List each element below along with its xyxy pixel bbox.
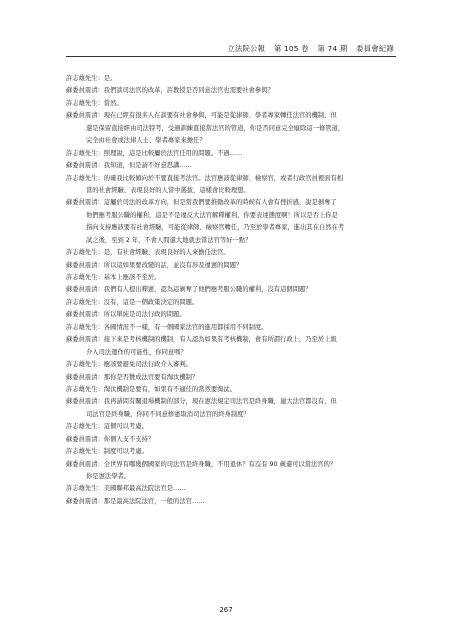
transcript-body [66,73,398,508]
speech-text: 你個人支不支持？ [103,435,155,443]
speech-text: 他們應考服公職的權利，這是不是違反大法官解釋權利，你要表達態度啊！所以是否上你是 [86,211,338,219]
speaker-name: 蘇委員震清： [66,497,104,505]
transcript-line [66,309,398,321]
transcript-line [66,173,398,185]
speech-text: 沒有，這是一個政策決定的問題。 [103,298,199,306]
speaker-name: 許志雄先生： [66,385,104,393]
speech-text: 指向支持應該要有社會經驗，可能從律師、檢察官轉任，乃至於學者專家，進出其在自然在考 [86,224,345,232]
speech-text: 接下來是考核機制的機制，有人認為如果有考核機制，會有所謂行政上，乃至於上級 [103,336,337,344]
speaker-name: 許志雄先生： [66,99,104,107]
transcript-line [66,148,398,160]
speaker-name: 許志雄先生： [66,298,104,306]
speaker-name: 許志雄先生： [66,149,104,157]
transcript-line [66,247,398,259]
speech-text: 介入司法運作的可能性，你同意嗎？ [86,348,187,356]
page-header [68,44,394,54]
page-number: 267 [219,606,233,614]
speech-text: 是。 [103,75,117,82]
section-name: 委員會紀錄 [356,44,394,53]
speaker-name: 許志雄先生： [66,249,104,257]
speaker-name: 蘇委員震清： [66,286,104,294]
speaker-name: 蘇委員震清： [66,373,104,381]
speaker-name: 許志雄先生： [66,448,104,456]
speaker-name: 蘇委員震清： [66,398,104,406]
transcript-continuation-line [66,135,398,147]
speaker-name: 蘇委員震清： [66,336,104,344]
speech-text: 司法官是終身職，你同不同意修憲取消司法官的終身制度？ [86,410,250,418]
transcript-line [66,396,398,408]
transcript-line [66,434,398,446]
transcript-continuation-line [66,185,398,197]
transcript-continuation-line [66,222,398,234]
transcript-continuation-line [66,210,398,222]
speech-text: 所以單純是司法行政的問題。 [103,311,186,319]
speaker-name: 蘇委員震清： [66,199,104,207]
speaker-name: 許志雄先生： [66,174,104,182]
speech-text: 制度可以考慮。 [103,448,148,456]
transcript-line [66,85,398,97]
transcript-line [66,284,398,296]
speech-text: 應該要避免司法行政介入審判。 [103,361,192,369]
speech-text: 是，有社會經驗、表現良好的人來擔任法官。 [103,249,230,257]
speech-text: 照理說，這是比較屬於法官任用的問題。不過…… [103,149,243,157]
transcript-line [66,421,398,433]
speaker-name: 蘇委員震清： [66,311,104,319]
speech-text: 那是最高法院法官，一般的法官…… [103,497,205,505]
transcript-line [66,160,398,172]
speaker-name: 許志雄先生： [66,75,104,82]
speaker-name: 許志雄先生： [66,274,104,281]
issue-number: 第 74 期 [317,44,348,53]
transcript-continuation-line [66,409,398,421]
speaker-name: 許志雄先生： [66,423,104,431]
speech-text: 我們談司法官的改革，許教授是否同意法官也需要社會參與？ [103,87,274,95]
transcript-line [66,98,398,110]
transcript-line [66,496,398,508]
speech-text: 各國情況不一樣，有一個國家法官的進用都採用不同制度。 [103,323,268,331]
speech-text: 現在已經有很多人在談要有社會參與，可能是從律師、學者專家轉任法官的機制，但 [103,112,337,120]
volume-number: 第 105 卷 [273,44,309,53]
speech-text: 這個可以考慮。 [103,423,148,431]
transcript-line [66,260,398,272]
transcript-line [66,272,398,284]
transcript-line [66,384,398,396]
transcript-line [66,322,398,334]
speech-text: 基本上應該不至於。 [103,274,161,281]
speaker-name: 蘇委員震清： [66,87,104,95]
transcript-continuation-line [66,471,398,483]
speech-text: 所以這如果要改變的話，並沒有涉及違憲的問題？ [103,261,243,269]
transcript-continuation-line [66,123,398,135]
speech-text: 淘汰機制是要有，如果有不適任的當然要淘汰。 [103,385,237,393]
header-rule [66,56,396,57]
transcript-line [66,372,398,384]
speech-text: 當然。 [103,99,123,107]
speech-text: 試之後，至到 2 年，不會人間還大地就去當法官等好一點？ [86,236,252,244]
speaker-name: 蘇委員震清： [66,112,104,120]
speech-text: 你是憲法學者。 [86,473,131,480]
speech-text: 當的社會經驗、表現良好的人當中選拔，這樣會比較理想。 [86,186,250,194]
transcript-line [66,459,398,471]
speech-text: 的確我比較傾向於不要直接考法官。法官應該從律師、檢察官，或者行政官員裡面有相 [103,174,344,182]
speech-text: 我再請問有關退場機制的部分，現在憲法規定司法官是終身職，連大法官都沒有，但 [103,398,337,406]
transcript-line [66,446,398,458]
speaker-name: 許志雄先生： [66,361,104,369]
publication-name: 立法院公報 [227,44,266,53]
transcript-line [66,73,398,85]
speech-text: 全世界有哪幾個國家的司法官是終身職，不用退休？有沒有 90 歲還可以當法官的？ [103,460,337,468]
speech-text: 還是保留直接經由司法特考，受過訓練直接當法官的管道，你是否同意完全廢除這一條管道， [86,124,345,132]
transcript-line [66,297,398,309]
transcript-line [66,359,398,371]
speaker-name: 蘇委員震清： [66,261,104,269]
speech-text: 我知道，但是請不好意思講…… [103,162,192,170]
speech-text: 我們有人提出釋憲，認為這剝奪了他們應考服公職的權利，沒有這個問題？ [103,286,312,294]
speaker-name: 許志雄先生： [66,323,104,331]
speaker-name: 蘇委員震清： [66,162,104,170]
speaker-name: 蘇委員震清： [66,460,104,468]
speech-text: 這屬於司法的改革方向，但是當我們要推動改革的時候有人會有挫折感，說是剝奪了 [103,199,337,207]
transcript-line [66,110,398,122]
transcript-line [66,483,398,495]
transcript-continuation-line [66,235,398,247]
transcript-line [66,197,398,209]
speaker-name: 蘇委員震清： [66,435,104,443]
speech-text: 美國聯邦最高法院法官是…… [103,485,186,493]
speaker-name: 許志雄先生： [66,485,104,493]
speech-text: 那你是否贊成法官要有淘汰機制？ [103,373,199,381]
speech-text: 完全由社會或法律人士、學者專家來擔任？ [86,137,206,145]
transcript-continuation-line [66,347,398,359]
transcript-line [66,334,398,346]
